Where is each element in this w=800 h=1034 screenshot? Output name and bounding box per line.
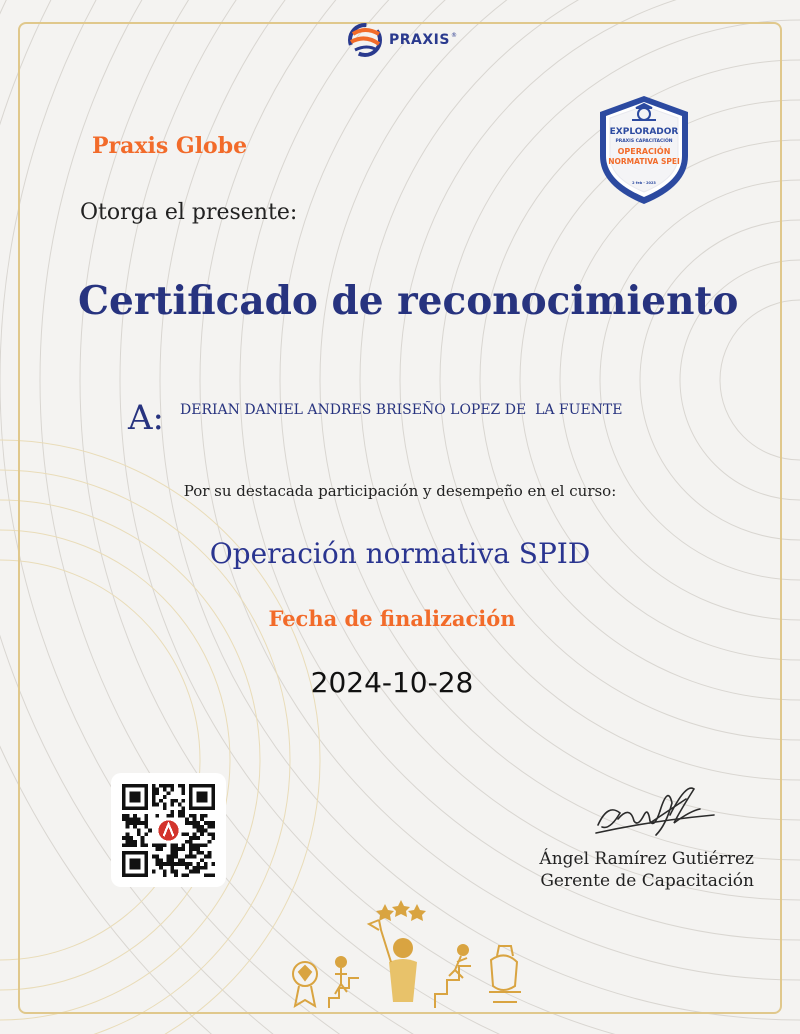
qr-code-icon bbox=[122, 784, 215, 877]
organization-name: Praxis Globe bbox=[92, 133, 248, 159]
certificate-title: Certificado de reconocimiento bbox=[78, 278, 739, 324]
badge-line-3: OPERACIÓN bbox=[617, 147, 671, 156]
logo-text: PRAXIS bbox=[389, 32, 450, 48]
qr-code[interactable] bbox=[111, 773, 226, 887]
explorer-badge-icon bbox=[596, 94, 692, 206]
completion-date: 2024-10-28 bbox=[310, 666, 474, 699]
praxis-logo bbox=[345, 20, 465, 60]
badge-line-5: 2 feb - 2023 bbox=[632, 181, 656, 185]
badge-line-1: EXPLORADOR bbox=[609, 127, 679, 137]
reason-text: Por su destacada participación y desempeño en el curso: bbox=[183, 482, 617, 500]
achievement-illustration-icon bbox=[285, 890, 525, 1020]
signer-name: Ángel Ramírez Gutiérrez bbox=[539, 849, 754, 869]
signature-icon bbox=[590, 775, 720, 850]
badge-line-2: PRAXIS CAPACITACIÓN bbox=[615, 139, 673, 144]
completion-date-label: Fecha de finalización bbox=[268, 606, 516, 631]
course-name: Operación normativa SPID bbox=[209, 537, 591, 570]
recipient-name: DERIAN DANIEL ANDRES BRISEÑO LOPEZ DE LA FUENTE bbox=[180, 402, 623, 418]
intro-text: Otorga el presente: bbox=[80, 200, 298, 225]
badge-line-4: NORMATIVA SPEI bbox=[608, 157, 680, 166]
praxis-logo-icon bbox=[345, 20, 385, 60]
logo-registered-mark: ® bbox=[451, 32, 457, 39]
recipient-prefix: A: bbox=[128, 398, 165, 438]
signer-title: Gerente de Capacitación bbox=[540, 871, 754, 891]
